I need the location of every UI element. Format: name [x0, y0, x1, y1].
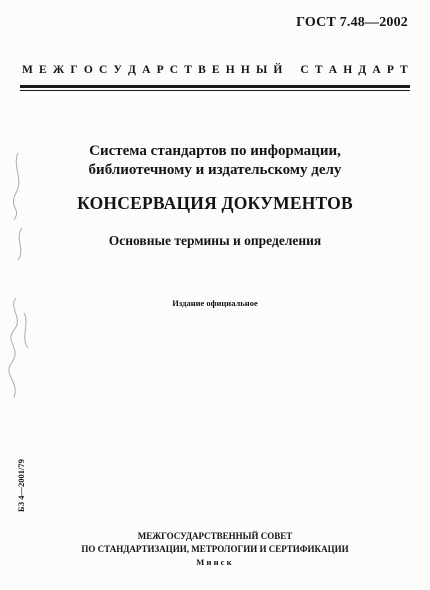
header-rule-thin: [20, 90, 410, 91]
document-title: КОНСЕРВАЦИЯ ДОКУМЕНТОВ: [77, 193, 353, 213]
header-letter: С: [98, 64, 108, 76]
header-letter: Й: [273, 64, 283, 76]
header-letter: Д: [128, 64, 136, 76]
header-letter: Н: [225, 64, 235, 76]
header-letter: А: [142, 64, 151, 76]
system-title-line1: Система стандартов по информации,: [89, 143, 341, 159]
header-letter: В: [198, 64, 206, 76]
system-title: [40, 142, 390, 180]
header-letter: Р: [386, 64, 394, 76]
side-code: БЗ 4—2001/79: [16, 459, 26, 512]
header-letter: О: [83, 64, 93, 76]
header-letter: Ы: [255, 64, 268, 76]
header-letter: А: [328, 64, 338, 76]
header-letter: Р: [156, 64, 164, 76]
standard-type-header: [22, 64, 408, 76]
header-letter: А: [372, 64, 381, 76]
header-letter: Т: [400, 64, 408, 76]
city: Минск: [196, 557, 234, 567]
letter-gap: [289, 64, 295, 76]
header-letter: Т: [314, 64, 323, 76]
header-letter: М: [22, 64, 33, 76]
header-letter: Ж: [52, 64, 65, 76]
header-letter: У: [113, 64, 122, 76]
council-line2: ПО СТАНДАРТИЗАЦИИ, МЕТРОЛОГИИ И СЕРТИФИКАЦИИ: [81, 544, 349, 554]
council-line1: МЕЖГОСУДАРСТВЕННЫЙ СОВЕТ: [137, 531, 293, 541]
gost-number: ГОСТ 7.48—2002: [296, 15, 408, 30]
publisher-block: [0, 530, 430, 569]
header-letter: С: [300, 64, 309, 76]
edition-label: Издание официальное: [172, 298, 258, 308]
header-letter: Н: [240, 64, 250, 76]
header-letter: Н: [343, 64, 353, 76]
header-letter: Д: [358, 64, 367, 76]
header-letter: Г: [70, 64, 78, 76]
handwritten-stamp: [4, 148, 44, 408]
header-letter: Е: [211, 64, 220, 76]
document-subtitle: Основные термины и определения: [108, 233, 322, 248]
system-title-line2: библиотечному и издательскому делу: [88, 162, 342, 178]
header-letter: Е: [39, 64, 47, 76]
header-letter: С: [169, 64, 179, 76]
header-rule-thick: [20, 85, 410, 88]
header-letter: Т: [184, 64, 192, 76]
